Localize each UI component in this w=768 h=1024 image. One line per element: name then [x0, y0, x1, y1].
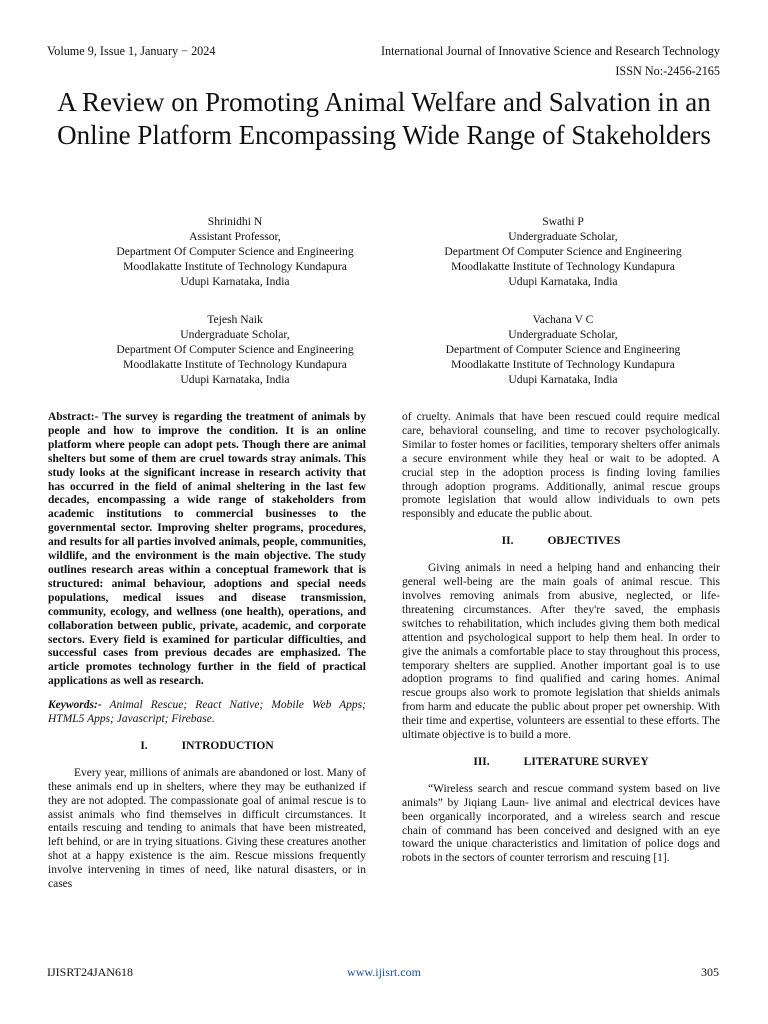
author-name: Shrinidhi N — [207, 215, 263, 228]
section-heading-objectives — [402, 535, 720, 549]
section-title: LITERATURE SURVEY — [523, 755, 649, 768]
author-dept: Department Of Computer Science and Engineering — [116, 245, 354, 258]
section-number: II. — [501, 535, 514, 548]
journal-volume: Volume 9, Issue 1, January − 2024 — [47, 44, 216, 58]
author-block — [85, 312, 385, 387]
paper-id: IJISRT24JAN618 — [47, 965, 133, 979]
keywords — [48, 699, 366, 727]
journal-name: International Journal of Innovative Science and Research Technology — [380, 44, 720, 58]
author-dept: Department Of Computer Science and Engineering — [444, 245, 682, 258]
keywords-label: Keywords:- — [48, 699, 102, 712]
author-role: Undergraduate Scholar, — [180, 328, 290, 341]
author-name: Tejesh Naik — [207, 313, 263, 326]
author-institution: Moodlakatte Institute of Technology Kundapura — [451, 358, 675, 371]
introduction-continued: of cruelty. Animals that have been rescued could require medical care, behavioral counseling, and time to recover psychologically. Similar to foster homes or facilities, temporary shelters offer animals a secure environment while they heal or wait to be adopted. A crucial step in the adoption process is finding loving families through adoption programs. Additionally, animal rescue groups promote legislation that would allow individuals to own pets responsibly and educate the public about. — [402, 411, 720, 521]
literature-survey-text: “Wireless search and rescue command system based on live animals” by Jiqiang Laun- live animal and electrical devices have been organically incorporated, and a wireless search and rescue chain of command has been conceived and designed with an eye toward the unique characteristics and limitation of police dogs and robots in the sectors of counter terrorism and rescuing [1]. — [402, 782, 720, 865]
left-column — [48, 411, 366, 892]
section-title: OBJECTIVES — [547, 535, 621, 548]
author-role: Undergraduate Scholar, — [508, 230, 618, 243]
author-name: Vachana V C — [532, 313, 594, 326]
section-number: III. — [473, 755, 490, 768]
section-heading-introduction — [48, 740, 366, 754]
author-block — [413, 312, 713, 387]
author-dept: Department Of Computer Science and Engineering — [116, 343, 354, 356]
author-block — [413, 214, 713, 289]
author-role: Undergraduate Scholar, — [508, 328, 618, 341]
author-institution: Moodlakatte Institute of Technology Kundapura — [123, 260, 347, 273]
author-institution: Moodlakatte Institute of Technology Kundapura — [451, 260, 675, 273]
author-place: Udupi Karnataka, India — [508, 373, 618, 386]
section-heading-literature-survey — [402, 756, 720, 770]
author-name: Swathi P — [542, 215, 584, 228]
journal-url[interactable]: www.ijisrt.com — [347, 965, 421, 979]
right-column — [402, 411, 720, 866]
author-block — [85, 214, 385, 289]
author-place: Udupi Karnataka, India — [180, 275, 290, 288]
paper-title: A Review on Promoting Animal Welfare and Salvation in an Online Platform Encompassing Wide Range of Stakeholders — [57, 87, 711, 150]
section-title: INTRODUCTION — [181, 739, 274, 752]
author-place: Udupi Karnataka, India — [180, 373, 290, 386]
author-institution: Moodlakatte Institute of Technology Kundapura — [123, 358, 347, 371]
author-role: Assistant Professor, — [189, 230, 281, 243]
section-number: I. — [140, 739, 148, 752]
abstract: Abstract:- The survey is regarding the treatment of animals by people and how to improve the condition. It is an online platform where people can adopt pets. Though there are animal shelters but some of them are cruel towards stray animals. This study looks at the significant increase in research activity that has occurred in the field of animal sheltering in the last few decades, encompassing a wide range of stakeholders from academic institutions to commercial businesses to the governmental sector. Improving shelter programs, procedures, and results for all parties involved animals, people, communities, wildlife, and the environment is the main objective. The study outlines research areas within a conceptual framework that is structured: animal behaviour, adoptions and special needs populations, medical issues and disease transmission, community, ecology, and wellness (one health), operations, and collaboration between public, private, academic, and corporate sectors. Every field is examined for particular difficulties, and successful cases from previous decades are emphasized. The article promotes technology further in the field of practical applications as well as research. — [48, 411, 366, 688]
page-number: 305 — [701, 965, 719, 979]
author-place: Udupi Karnataka, India — [508, 275, 618, 288]
author-dept: Department of Computer Science and Engineering — [445, 343, 681, 356]
introduction-text: Every year, millions of animals are abandoned or lost. Many of these animals end up in shelters, where they may be euthanized if they are not adopted. The compassionate goal of animal rescue is to assist animals who find themselves in difficult circumstances. It entails rescuing and tending to animals that have been mistreated, left behind, or are in trying situations. Giving these creatures another shot at a happy existence is the aim. Rescue missions frequently involve intervening in times of need, like natural disasters, or in cases — [48, 766, 366, 891]
journal-issn: ISSN No:-2456-2165 — [615, 64, 720, 78]
keywords-text: Animal Rescue; React Native; Mobile Web Apps; HTML5 Apps; Javascript; Firebase. — [48, 699, 366, 726]
objectives-text: Giving animals in need a helping hand and enhancing their general well-being are the main goals of animal rescue. This involves removing animals from abusive, neglected, or life-threatening circumstances. After they're saved, the emphasis switches to rehabilitation, which includes giving them both medical attention and psychological support to help them heal. In order to give the animals a comfortable place to stay throughout this process, temporary shelters are supplied. Another important goal is to use adoption programs to find qualified and caring homes. Animal rescue groups also work to promote legislation that shields animals from harm and educate the public about proper pet ownership. With their time and expertise, volunteers are essential to these efforts. The ultimate objective is to build a more. — [402, 562, 720, 742]
